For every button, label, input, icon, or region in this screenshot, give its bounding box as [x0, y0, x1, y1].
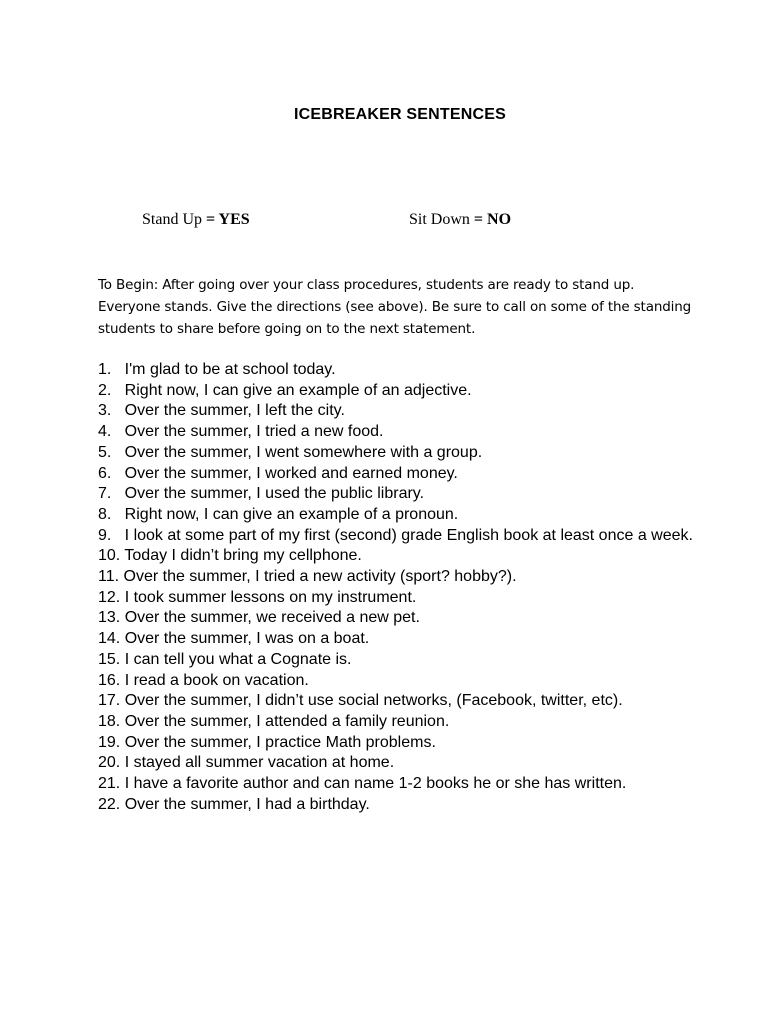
legend-sit-down-action: Sit Down	[409, 211, 470, 228]
statement-item: 15. I can tell you what a Cognate is.	[98, 650, 352, 668]
statement-item: 3. Over the summer, I left the city.	[98, 402, 345, 420]
legend-stand-up-action: Stand Up	[142, 211, 202, 228]
statement-item: 2. Right now, I can give an example of an adjective.	[98, 381, 472, 399]
statement-item: 6. Over the summer, I worked and earned money.	[98, 464, 458, 482]
statement-item: 21. I have a favorite author and can name 1-2 books he or she has written.	[98, 775, 627, 793]
statement-item: 19. Over the summer, I practice Math problems.	[98, 733, 436, 751]
statement-item: 22. Over the summer, I had a birthday.	[98, 795, 370, 813]
statement-item: 7. Over the summer, I used the public library.	[98, 485, 425, 503]
statement-item: 8. Right now, I can give an example of a pronoun.	[98, 505, 459, 523]
statement-item: 1. I'm glad to be at school today.	[98, 361, 336, 378]
statement-item: 16. I read a book on vacation.	[98, 671, 309, 689]
statement-item: 17. Over the summer, I didn’t use social networks, (Facebook, twitter, etc).	[98, 692, 623, 710]
legend-sit-down-equals: =	[469, 211, 488, 228]
legend-stand-up-answer: YES	[218, 211, 250, 228]
statement-item: 11. Over the summer, I tried a new activity (sport? hobby?).	[98, 568, 517, 586]
statement-list	[98, 360, 708, 815]
statement-item: 9. I look at some part of my first (second) grade English book at least once a week.	[98, 526, 693, 544]
statement-item: 13. Over the summer, we received a new pet.	[98, 609, 420, 627]
page-title: ICEBREAKER SENTENCES	[293, 106, 507, 123]
statement-item: 20. I stayed all summer vacation at home.	[98, 754, 395, 772]
intro-paragraph: To Begin: After going over your class procedures, students are ready to stand up. Everyone stands. Give the directions (see above). Be sure to call on some of the standing students to share before going on to the next statement.	[98, 277, 692, 337]
legend-sit-down	[409, 211, 511, 229]
statement-item: 4. Over the summer, I tried a new food.	[98, 423, 384, 441]
statement-item: 5. Over the summer, I went somewhere with a group.	[98, 443, 483, 461]
legend-sit-down-answer: NO	[487, 211, 512, 228]
legend-stand-up	[142, 211, 250, 229]
statement-item: 14. Over the summer, I was on a boat.	[98, 630, 370, 648]
statement-item: 10. Today I didn’t bring my cellphone.	[98, 547, 362, 565]
statement-item: 18. Over the summer, I attended a family reunion.	[98, 712, 450, 730]
statement-item: 12. I took summer lessons on my instrument.	[98, 588, 417, 606]
legend-stand-up-equals: =	[202, 211, 219, 228]
